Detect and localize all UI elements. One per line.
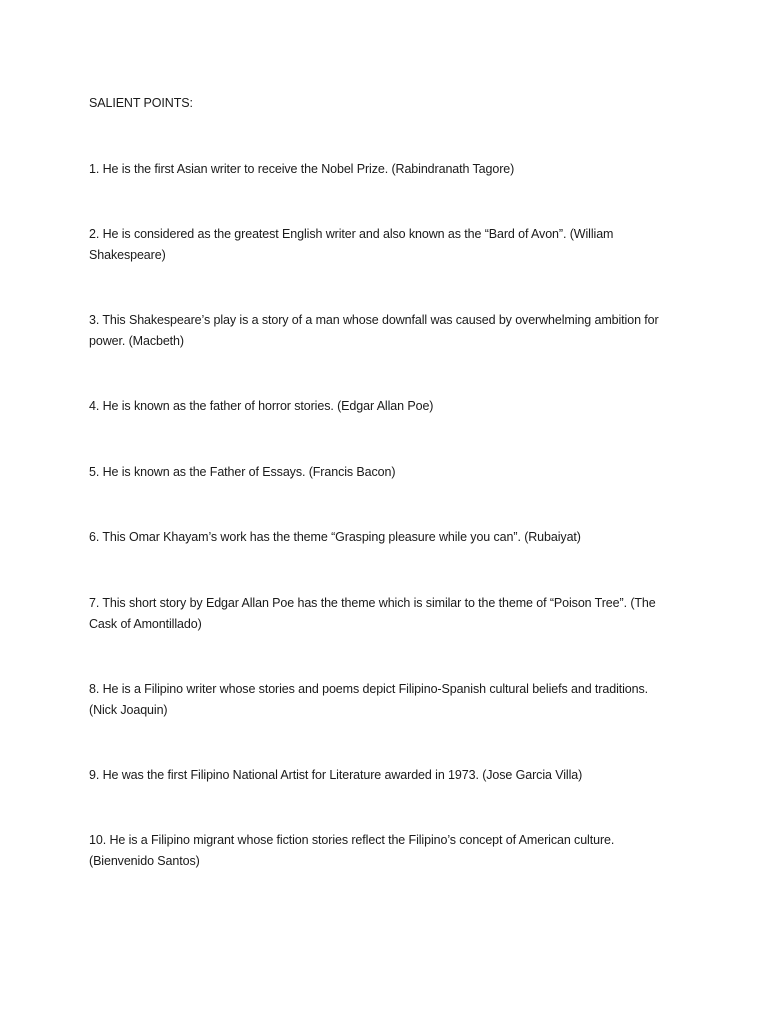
- salient-point-item: 8. He is a Filipino writer whose stories and poems depict Filipino-Spanish cultural beliefs and traditions. (Nick Joaquin): [89, 682, 649, 717]
- salient-point-item: 4. He is known as the father of horror stories. (Edgar Allan Poe): [89, 399, 434, 413]
- salient-point-item: 9. He was the first Filipino National Artist for Literature awarded in 1973. (Jose Garcia Villa): [89, 768, 583, 782]
- salient-point-item: 1. He is the first Asian writer to receive the Nobel Prize. (Rabindranath Tagore): [89, 162, 515, 176]
- salient-point-item: 5. He is known as the Father of Essays. (Francis Bacon): [89, 465, 396, 479]
- salient-point-item: 3. This Shakespeare’s play is a story of a man whose downfall was caused by overwhelming ambition for power. (Macbeth): [89, 313, 659, 348]
- salient-point-item: 10. He is a Filipino migrant whose fiction stories reflect the Filipino’s concept of American culture. (Bienvenido Santos): [89, 833, 615, 868]
- salient-point-item: 2. He is considered as the greatest English writer and also known as the “Bard of Avon”. (William Shakespeare): [89, 227, 614, 262]
- document-heading: SALIENT POINTS:: [89, 96, 193, 110]
- salient-point-item: 6. This Omar Khayam’s work has the theme “Grasping pleasure while you can”. (Rubaiyat): [89, 530, 581, 544]
- salient-point-item: 7. This short story by Edgar Allan Poe has the theme which is similar to the theme of “Poison Tree”. (The Cask of Amontillado): [89, 596, 656, 631]
